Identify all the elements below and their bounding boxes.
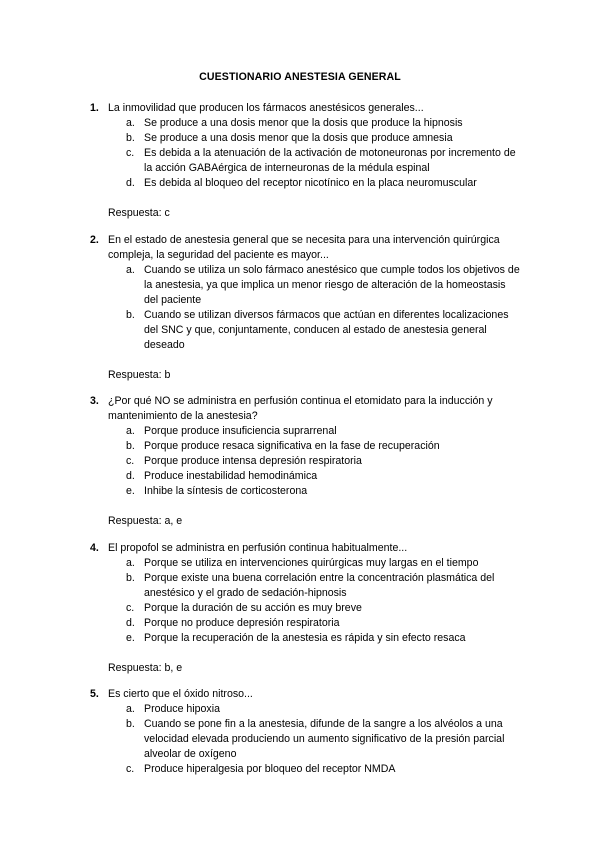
option-d	[90, 176, 520, 191]
option-d	[90, 469, 520, 484]
question-2	[90, 233, 520, 383]
option-letter: c.	[126, 602, 135, 614]
option-text: Porque la duración de su acción es muy breve	[144, 602, 362, 614]
question-number: 4.	[90, 542, 99, 554]
option-b	[90, 308, 520, 353]
options-list	[90, 556, 520, 646]
option-letter: d.	[126, 470, 135, 482]
option-c	[90, 762, 520, 777]
question-number: 1.	[90, 102, 99, 114]
answer-text: Respuesta: c	[108, 207, 170, 219]
option-letter: c.	[126, 147, 135, 159]
question-4	[90, 541, 520, 676]
question-number: 5.	[90, 688, 99, 700]
options-list	[90, 424, 520, 499]
option-text: Cuando se utilizan diversos fármacos que actúan en diferentes localizaciones del SNC y que, conjuntamente, conducen al estado de anestesia general deseado	[144, 309, 509, 351]
answer-text: Respuesta: b	[108, 369, 171, 381]
option-text: Se produce a una dosis menor que la dosis que produce amnesia	[144, 132, 453, 144]
option-text: Porque produce insuficiencia suprarrenal	[144, 425, 337, 437]
option-e	[90, 484, 520, 499]
option-text: Porque no produce depresión respiratoria	[144, 617, 340, 629]
question-text: La inmovilidad que producen los fármacos anestésicos generales...	[108, 102, 424, 114]
option-letter: e.	[126, 632, 135, 644]
option-c	[90, 146, 520, 176]
question-3	[90, 394, 520, 529]
option-c	[90, 454, 520, 469]
option-text: Porque se utiliza en intervenciones quirúrgicas muy largas en el tiempo	[144, 557, 479, 569]
option-a	[90, 116, 520, 131]
question-text: En el estado de anestesia general que se necesita para una intervención quirúrgica compleja, la seguridad del paciente es mayor...	[108, 234, 500, 261]
option-letter: a.	[126, 264, 135, 276]
option-text: Produce inestabilidad hemodinámica	[144, 470, 318, 482]
option-a	[90, 556, 520, 571]
option-letter: b.	[126, 718, 135, 730]
question-number: 2.	[90, 234, 99, 246]
option-text: Es debida al bloqueo del receptor nicotínico en la placa neuromuscular	[144, 177, 477, 189]
question-number: 3.	[90, 395, 99, 407]
option-b	[90, 131, 520, 146]
question-5	[90, 687, 520, 777]
option-letter: c.	[126, 763, 135, 775]
option-text: Es debida a la atenuación de la activación de motoneuronas por incremento de la acción GABAérgica de interneuronas de la médula espinal	[144, 147, 516, 174]
question-text: El propofol se administra en perfusión continua habitualmente...	[108, 542, 408, 554]
option-d	[90, 616, 520, 631]
option-letter: d.	[126, 617, 135, 629]
option-text: Porque produce resaca significativa en la fase de recuperación	[144, 440, 440, 452]
option-letter: a.	[126, 703, 135, 715]
answer-text: Respuesta: a, e	[108, 515, 183, 527]
option-letter: a.	[126, 557, 135, 569]
option-letter: b.	[126, 309, 135, 321]
option-text: Produce hiperalgesia por bloqueo del receptor NMDA	[144, 763, 396, 775]
option-letter: b.	[126, 572, 135, 584]
option-a	[90, 424, 520, 439]
option-c	[90, 601, 520, 616]
question-text: Es cierto que el óxido nitroso...	[108, 688, 253, 700]
option-letter: d.	[126, 177, 135, 189]
option-letter: c.	[126, 455, 135, 467]
option-text: Porque existe una buena correlación entre la concentración plasmática del anestésico y el grado de sedación-hipnosis	[144, 572, 495, 599]
question-1	[90, 101, 520, 221]
option-b	[90, 717, 520, 762]
option-a	[90, 263, 520, 308]
option-letter: a.	[126, 117, 135, 129]
option-text: Cuando se pone fin a la anestesia, difunde de la sangre a los alvéolos a una velocidad elevada produciendo un aumento significativo de la presión parcial alveolar de oxígeno	[144, 718, 505, 760]
options-list	[90, 702, 520, 777]
option-letter: e.	[126, 485, 135, 497]
options-list	[90, 263, 520, 353]
options-list	[90, 116, 520, 191]
option-b	[90, 439, 520, 454]
option-letter: b.	[126, 440, 135, 452]
option-b	[90, 571, 520, 601]
option-letter: b.	[126, 132, 135, 144]
option-text: Inhibe la síntesis de corticosterona	[144, 485, 308, 497]
option-text: Porque produce intensa depresión respiratoria	[144, 455, 362, 467]
option-e	[90, 631, 520, 646]
question-text: ¿Por qué NO se administra en perfusión continua el etomidato para la inducción y mantenimiento de la anestesia?	[108, 395, 493, 422]
document-title: CUESTIONARIO ANESTESIA GENERAL	[199, 71, 401, 83]
option-text: Cuando se utiliza un solo fármaco anestésico que cumple todos los objetivos de la anestesia, ya que implica un menor riesgo de alteración de la homeostasis del paciente	[144, 264, 520, 306]
answer-text: Respuesta: b, e	[108, 662, 183, 674]
option-letter: a.	[126, 425, 135, 437]
option-text: Se produce a una dosis menor que la dosis que produce la hipnosis	[144, 117, 463, 129]
option-text: Porque la recuperación de la anestesia es rápida y sin efecto resaca	[144, 632, 466, 644]
option-text: Produce hipoxia	[144, 703, 220, 715]
option-a	[90, 702, 520, 717]
